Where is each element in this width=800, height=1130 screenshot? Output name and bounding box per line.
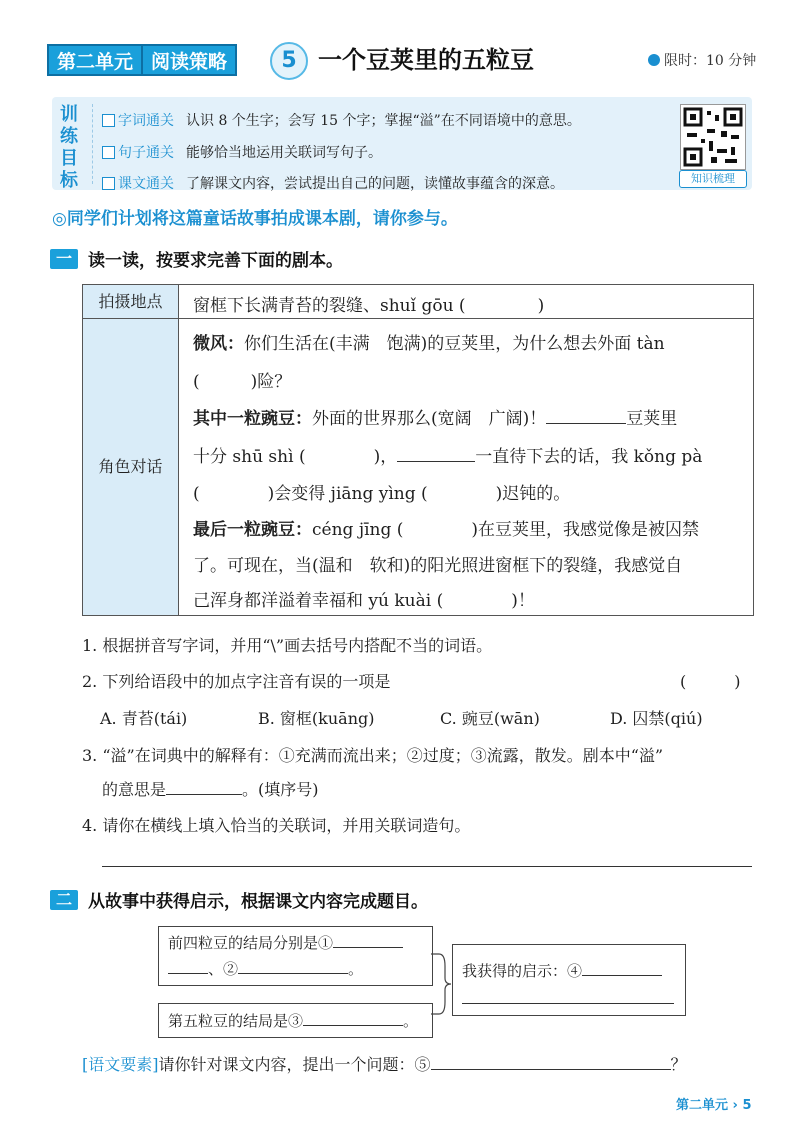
element-tag: [语文要素] [82,1055,159,1074]
dialog-line: 微风：你们生活在(丰满 饱满)的豆荚里，为什么想去外面 tàn [193,334,665,354]
dialog-line: 己浑身都洋溢着幸福和 yú kuài ( )！ [193,591,535,611]
section-number: 二 [50,890,78,910]
time-limit [648,50,756,70]
dialog-line: 十分 shū shì ( )， 一直待下去的话，我 kǒng pà [193,447,703,467]
dialog-line: 最后一粒豌豆：céng jīng ( )在豆荚里，我感觉像是被囚禁 [193,520,700,540]
goal-label: 训练目标 [60,104,78,191]
location-line: 窗框下长满青苔的裂缝、shuǐ gōu ( ) [193,296,545,316]
answer-line[interactable] [102,866,752,867]
question-4: 4. 请你在横线上填入恰当的关联词，并用关联词造句。 [82,816,471,835]
section-1-heading [50,246,343,271]
result-box-1-line1: 前四粒豆的结局分别是① [168,932,403,953]
goal-divider [92,104,94,184]
option-b[interactable]: B. 窗框(kuāng) [258,709,375,728]
qr-label: 知识梳理 [679,170,747,188]
result-box-2-text: 第五粒豆的结局是③ 。 [168,1012,419,1030]
lesson-title: 一个豆荚里的五粒豆 [318,46,534,74]
lesson-number: 5 [270,42,308,80]
question-2: 2. 下列给语段中的加点字注音有误的一项是 [82,672,391,691]
goal-category: 课文通关 [118,176,174,192]
intro-text: ◎同学们计划将这篇童话故事拍成课本剧，请你参与。 [52,209,458,229]
section-title: 读一读，按要求完善下面的剧本。 [88,251,343,271]
answer-blank[interactable] [582,975,662,976]
option-c[interactable]: C. 豌豆(wān) [440,709,540,728]
answer-blank[interactable] [166,794,242,795]
page-number: 5 [742,1098,752,1113]
option-d[interactable]: D. 囚禁(qiú) [610,709,703,728]
dialog-line: 其中一粒豌豆：外面的世界那么(宽阔 广阔)！ 豆荚里 [193,409,678,429]
dialog-line: 了。可现在，当(温和 软和)的阳光照进窗框下的裂缝，我感觉自 [193,556,683,576]
qr-code-icon[interactable] [680,104,746,170]
clock-icon [648,54,660,66]
goal-category: 句子通关 [118,145,174,161]
answer-blank[interactable] [431,1069,671,1070]
answer-blank[interactable] [238,973,348,974]
checkbox-icon [102,114,115,127]
question-5: [语文要素]请你针对课文内容，提出一个问题：⑤ ？ [82,1055,687,1074]
section-number: 一 [50,249,78,269]
result-box-1-line2: 、② 。 [168,958,363,979]
dialog-label: 角色对话 [83,319,178,615]
goal-category: 字词通关 [118,113,174,129]
goal-text: 了解课文内容，尝试提出自己的问题，读懂故事蕴含的深意。 [186,176,564,192]
goal-text: 认识 8 个生字；会写 15 个字；掌握“溢”在不同语境中的意思。 [186,113,581,129]
script-table [82,284,754,616]
goal-text: 能够恰当地运用关联词写句子。 [186,145,382,161]
section-title: 从故事中获得启示，根据课文内容完成题目。 [88,892,428,912]
answer-line[interactable] [462,1003,674,1004]
unit-tag [47,44,237,76]
goal-item [102,173,564,193]
question-2-answer-paren[interactable]: ( ) [680,672,741,691]
option-a[interactable]: A. 青苔(tái) [100,709,188,728]
checkbox-icon [102,177,115,190]
location-label: 拍摄地点 [83,285,178,318]
answer-blank[interactable] [333,947,403,948]
checkbox-icon [102,146,115,159]
question-1: 1. 根据拼音写字词，并用“\”画去括号内搭配不当的词语。 [82,636,493,655]
unit-label: 第二单元 [47,44,143,76]
answer-blank[interactable] [546,423,626,424]
footer-unit: 第二单元 [676,1098,729,1113]
answer-blank[interactable] [303,1025,403,1026]
goal-item [102,110,581,130]
time-limit-text: 限时：10 分钟 [664,53,757,69]
question-3: 3. “溢”在词典中的解释有：①充满而流出来；②过度；③流露，散发。剧本中“溢” [82,746,664,765]
goal-item [102,142,382,162]
insight-text: 我获得的启示：④ [462,960,662,981]
dialog-line: ( )险？ [193,372,292,392]
strategy-label: 阅读策略 [143,44,237,76]
answer-blank[interactable] [168,973,208,974]
dialog-line: ( )会变得 jiāng yìng ( )迟钝的。 [193,484,571,504]
question-3-cont: 的意思是 。(填序号) [102,780,319,799]
answer-blank[interactable] [397,461,475,462]
page-footer: 第二单元 › 5 [676,1098,752,1113]
section-2-heading [50,887,428,912]
